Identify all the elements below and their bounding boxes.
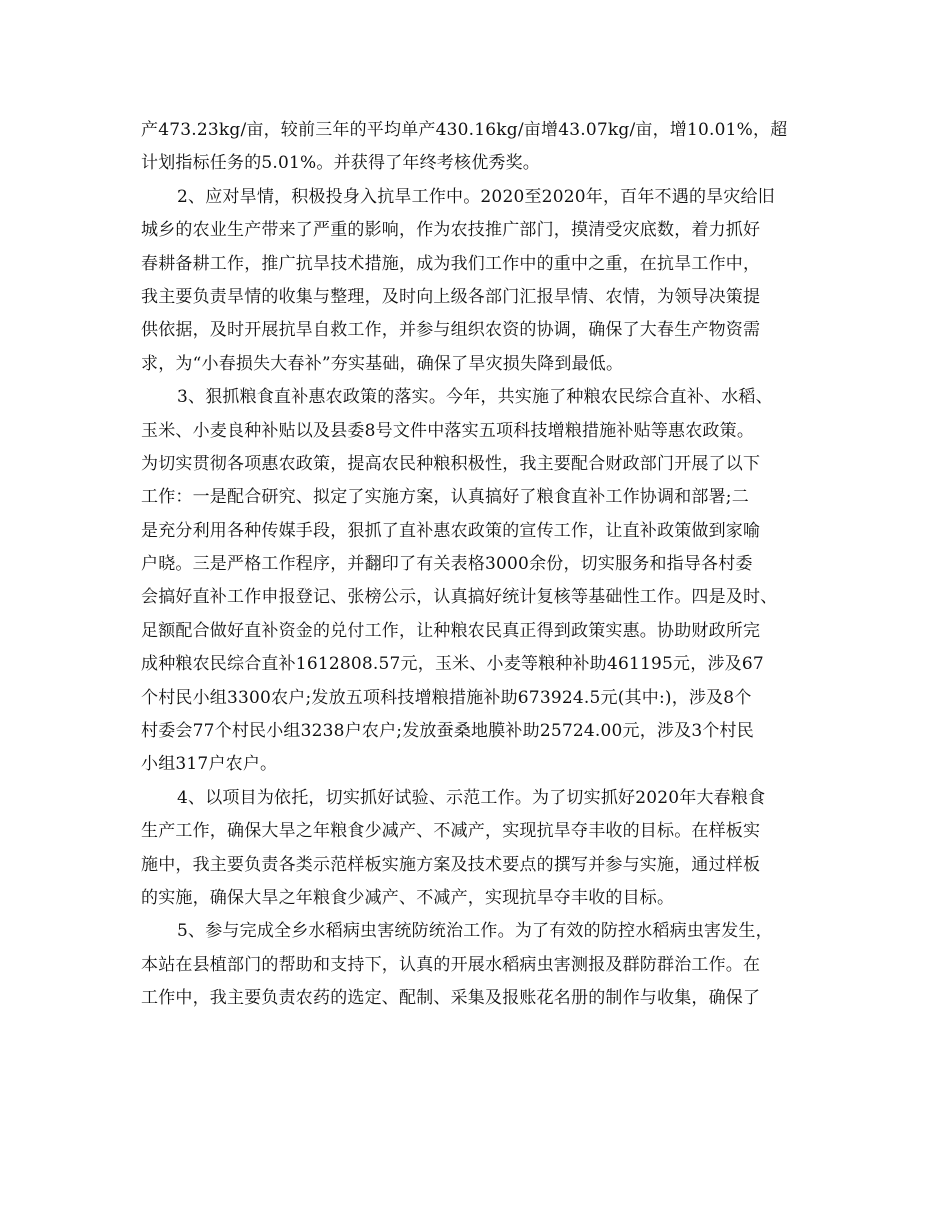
text-line: 村委会77个村民小组3238户农户;发放蚕桑地膜补助25724.00元，涉及3个村民 [141,721,754,742]
text-line: 生产工作，确保大旱之年粮食少减产、不减产，实现抗旱夺丰收的目标。在样板实 [141,821,761,842]
paragraph-first-line: 4、以项目为依托，切实抓好试验、示范工作。为了切实抓好2020年大春粮食 [177,787,766,808]
text-line: 产473.23kg/亩，较前三年的平均单产430.16kg/亩增43.07kg/亩，增10.01%，超 [141,120,788,140]
text-line: 求，为“小春损失大春补”夯实基础，确保了旱灾损失降到最低。 [141,353,624,374]
text-line: 户晓。三是严格工作程序，并翻印了有关表格3000余份，切实服务和指导各村委 [141,554,753,575]
text-line: 城乡的农业生产带来了严重的影响，作为农技推广部门，摸清受灾底数，着力抓好 [141,220,761,241]
text-line: 足额配合做好直补资金的兑付工作，让种粮农民真正得到政策实惠。协助财政所完 [141,620,761,641]
text-line: 为切实贯彻各项惠农政策，提高农民种粮积极性，我主要配合财政部门开展了以下 [141,453,761,474]
text-line: 工作：一是配合研究、拟定了实施方案，认真搞好了粮食直补工作协调和部署;二 [141,487,749,508]
text-line: 本站在县植部门的帮助和支持下，认真的开展水稻病虫害测报及群防群治工作。在 [141,954,761,975]
text-line: 成种粮农民综合直补1612808.57元，玉米、小麦等粮种补助461195元，涉及67 [141,654,764,675]
paragraph-first-line: 2、应对旱情，积极投身入抗旱工作中。2020至2020年，百年不遇的旱灾给旧 [177,186,775,207]
text-line: 施中，我主要负责各类示范样板实施方案及技术要点的撰写并参与实施，通过样板 [141,854,761,875]
text-line: 会搞好直补工作申报登记、张榜公示，认真搞好统计复核等基础性工作。四是及时、 [141,587,778,608]
text-line: 工作中，我主要负责农药的选定、配制、采集及报账花名册的制作与收集，确保了 [141,988,761,1009]
text-line: 的实施，确保大旱之年粮食少减产、不减产，实现抗旱夺丰收的目标。 [141,887,675,908]
paragraph-first-line: 3、狠抓粮食直补惠农政策的落实。今年，共实施了种粮农民综合直补、水稻、 [177,387,773,408]
paragraph-first-line: 5、参与完成全乡水稻病虫害统防统治工作。为了有效的防控水稻病虫害发生， [177,921,773,942]
text-line: 计划指标任务的5.01%。并获得了年终考核优秀奖。 [141,153,541,174]
text-line: 春耕备耕工作，推广抗旱技术措施，成为我们工作中的重中之重，在抗旱工作中， [141,253,761,274]
text-line: 个村民小组3300农户;发放五项科技增粮措施补助673924.5元(其中:)，涉及8个 [141,687,752,708]
text-line: 我主要负责旱情的收集与整理，及时向上级各部门汇报旱情、农情，为领导决策提 [141,286,761,307]
text-line: 是充分利用各种传媒手段，狠抓了直补惠农政策的宣传工作，让直补政策做到家喻 [141,520,761,541]
text-line: 供依据，及时开展抗旱自救工作，并参与组织农资的协调，确保了大春生产物资需 [141,320,761,341]
text-line: 小组317户农户。 [141,754,278,775]
text-line: 玉米、小麦良种补贴以及县委8号文件中落实五项科技增粮措施补贴等惠农政策。 [141,420,755,441]
document-body [141,114,813,1016]
